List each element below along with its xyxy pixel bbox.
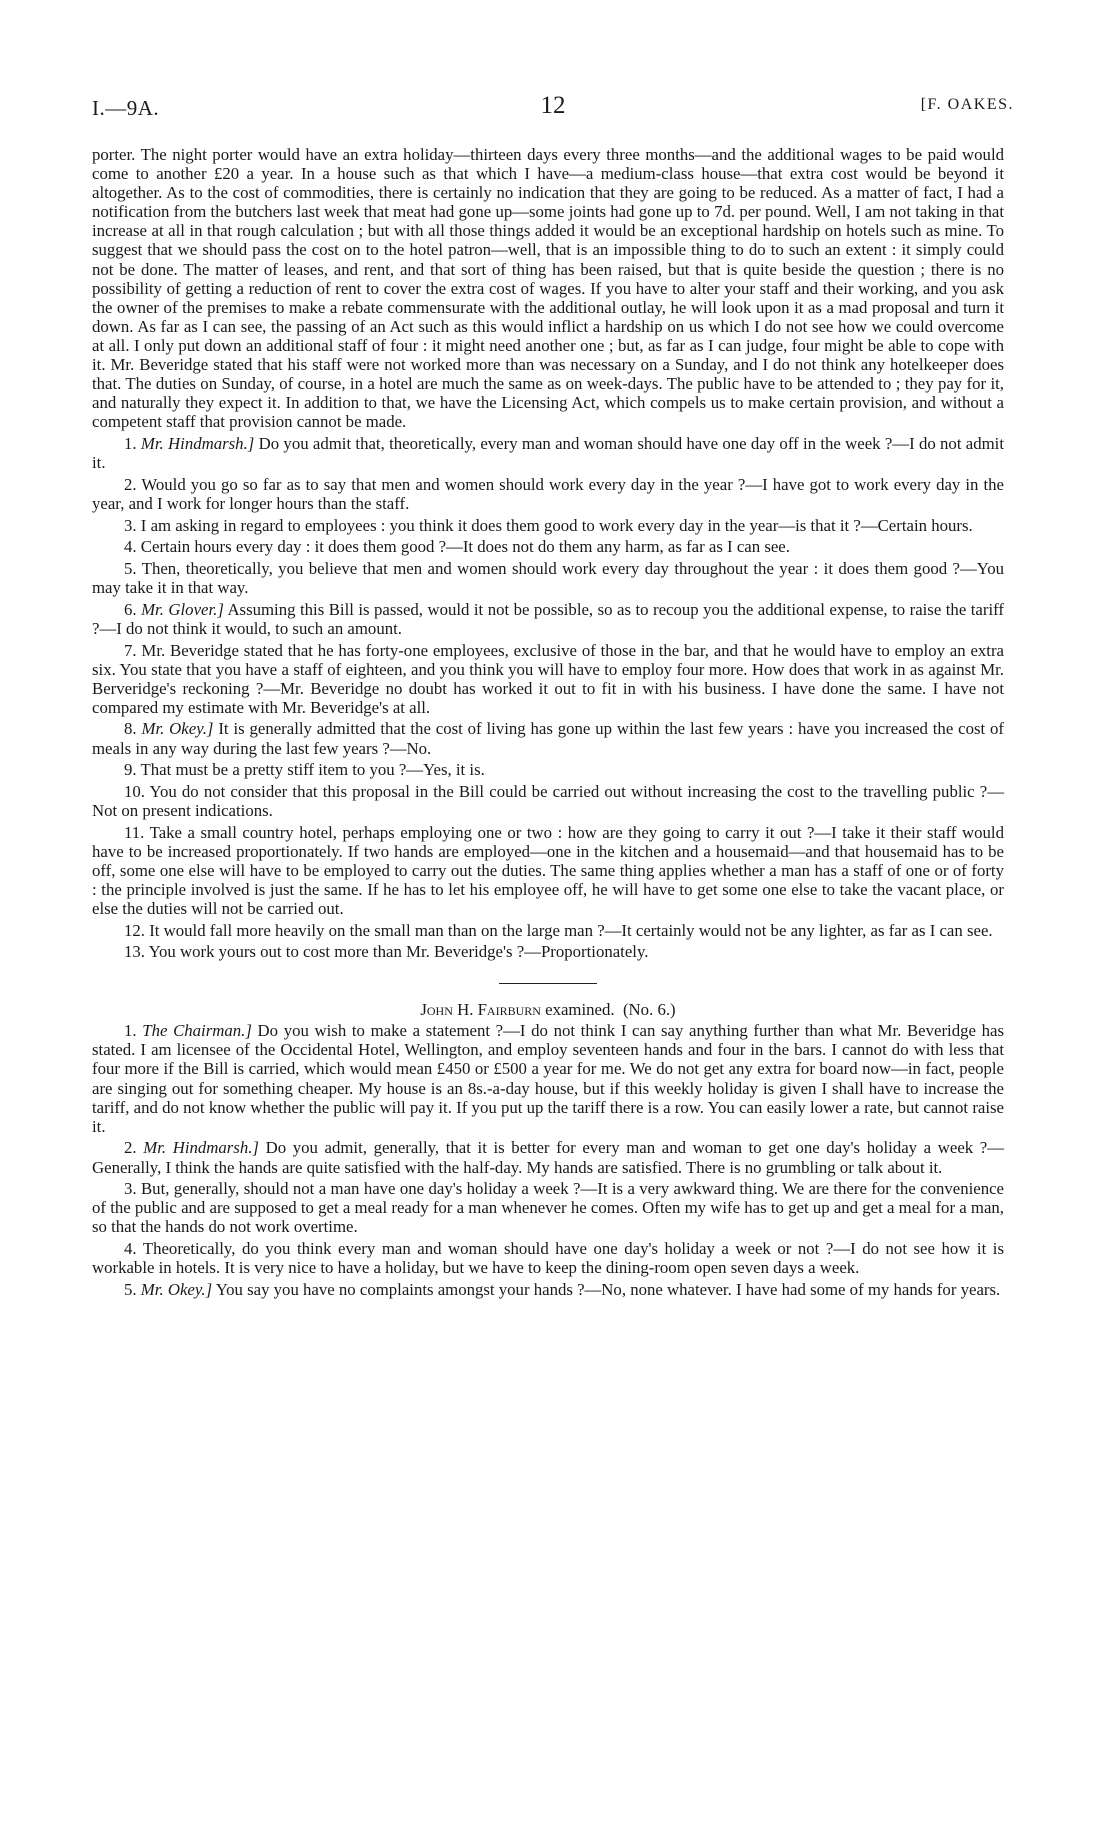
- fairburn-question-list: [92, 1021, 1004, 1299]
- question-paragraph: [92, 719, 1004, 757]
- question-number: 4.: [124, 537, 137, 557]
- question-answer-text: You work yours out to cost more than Mr. Beveridge's ?—Proportionately.: [148, 942, 649, 962]
- question-answer-text: Theoretically, do you think every man and woman should have one day's holiday a week or not ?—I do not see how it is workable in hotels. It is very nice to have a holiday, but we have to keep the dining-room open seven days a week.: [92, 1239, 1004, 1278]
- paper-reference: I.—9A.: [92, 96, 160, 120]
- question-answer-text: Would you go so far as to say that men and women should work every day in the year ?—I have got to work every day in the year, and I work for longer hours than the staff.: [92, 474, 1004, 513]
- page-body: [92, 145, 1004, 1299]
- question-number: 10.: [124, 781, 145, 801]
- question-answer-text: It would fall more heavily on the small man than on the large man ?—It certainly would not be any lighter, as far as I can see.: [149, 920, 993, 940]
- questioner-name: Mr. Okey.]: [140, 1279, 213, 1299]
- question-answer-text: Do you wish to make a statement ?—I do not think I can say anything further than what Mr. Beveridge has stated. I am licensee of the Occidental Hotel, Wellington, and employ seventeen hands and four in the bars. I cannot do with less that four more if the Bill is carried, which would mean £450 or £500 a year for me. We do not get any extra for board now—in fact, people are singing out for something cheaper. My house is an 8s.-a-day house, but if this weekly holiday is given I shall have to increase the tariff, and do not know whether the public will pay it. If you put up the tariff there is a row. You can easily lower a rate, but cannot raise it.: [92, 1021, 1004, 1136]
- question-answer-text: But, generally, should not a man have one day's holiday a week ?—It is a very awkward thing. We are there for the convenience of the public and are supposed to get a meal ready for a man whenever he comes. Often my wife has to get up and get a meal for a man, so that the hands do not work overtime.: [92, 1179, 1004, 1237]
- witness-number: (No. 6.): [622, 999, 676, 1019]
- question-number: 9.: [124, 760, 137, 780]
- page-number: 12: [540, 92, 566, 119]
- question-paragraph: [92, 475, 1004, 513]
- question-number: 2.: [124, 474, 137, 494]
- witness-running-head: [F. OAKES.: [920, 96, 1014, 113]
- question-answer-text: You do not consider that this proposal in the Bill could be carried out without increasing the cost to the travelling public ?—Not on present indications.: [92, 781, 1004, 821]
- question-answer-text: Do you admit that, theoretically, every man and woman should have one day off in the week ?—I do not admit it.: [92, 434, 1005, 473]
- witness-name: John H. Fairburn: [420, 999, 541, 1019]
- question-paragraph: [92, 921, 1004, 940]
- question-number: 4.: [124, 1239, 137, 1259]
- question-answer-text: You say you have no complaints amongst your hands ?—No, none whatever. I have had some of my hands for years.: [215, 1279, 1001, 1299]
- question-answer-text: Mr. Beveridge stated that he has forty-one employees, exclusive of those in the bar, and that he would have to employ an extra six. You state that you have a staff of eighteen, and you think you will have to employ four more. How does that work in as against Mr. Berveridge's reckoning ?—Mr. Beveridge no doubt has worked it out to fit in with his business. I have done the same. I have not compared my estimate with Mr. Beveridge's at all.: [92, 640, 1004, 717]
- question-paragraph: [92, 942, 1004, 961]
- question-number: 12.: [124, 920, 145, 940]
- question-paragraph: [92, 537, 1004, 556]
- question-answer-text: It is generally admitted that the cost of living has gone up within the last few years : have you increased the cost of meals in any way during the last few years ?—No.: [92, 719, 1005, 758]
- questioner-name: Mr. Okey.]: [141, 719, 214, 739]
- question-paragraph: [92, 760, 1004, 779]
- question-paragraph: [92, 1239, 1004, 1277]
- question-number: 3.: [124, 515, 137, 535]
- question-paragraph: [92, 1179, 1004, 1236]
- question-number: 7.: [124, 640, 137, 660]
- question-number: 13.: [124, 942, 145, 962]
- question-number: 11.: [124, 822, 145, 842]
- witness-examined: examined.: [545, 999, 615, 1019]
- question-answer-text: Then, theoretically, you believe that men and women should work every day throughout the year : it does them good ?—You may take it in that way.: [92, 558, 1004, 598]
- question-answer-text: Assuming this Bill is passed, would it not be possible, so as to recoup you the additional expense, to raise the tariff ?—I do not think it would, to such an amount.: [92, 599, 1004, 638]
- question-paragraph: [92, 1280, 1004, 1299]
- question-paragraph: [92, 600, 1004, 638]
- question-paragraph: [92, 1138, 1004, 1176]
- question-paragraph: [92, 823, 1004, 918]
- question-answer-text: That must be a pretty stiff item to you ?—Yes, it is.: [140, 760, 485, 780]
- question-paragraph: [92, 434, 1004, 472]
- question-number: 3.: [124, 1179, 137, 1199]
- questioner-name: Mr. Hindmarsh.]: [143, 1138, 259, 1158]
- question-paragraph: [92, 782, 1004, 820]
- question-paragraph: [92, 1021, 1004, 1136]
- question-paragraph: [92, 516, 1004, 535]
- questioner-name: The Chairman.]: [142, 1021, 252, 1041]
- section-divider: [499, 983, 597, 984]
- question-number: 1.: [124, 1021, 137, 1041]
- question-paragraph: [92, 559, 1004, 597]
- question-number: 8.: [124, 719, 137, 739]
- question-number: 1.: [124, 434, 137, 453]
- question-number: 6.: [124, 599, 137, 619]
- oakes-question-list: [92, 434, 1004, 962]
- question-number: 5.: [124, 1279, 137, 1299]
- witness-heading: [92, 1000, 1004, 1019]
- questioner-name: Mr. Hindmarsh.]: [140, 434, 255, 453]
- question-answer-text: Take a small country hotel, perhaps employing one or two : how are they going to carry it out ?—I take it their staff would have to be increased proportionately. If two hands are employed—one in the kitchen and a housemaid—and that housemaid has to be off, some one else will have to be employed to carry out the duties. The same thing applies whether a man has a staff of one or of forty : the principle involved is just the same. If he has to let his employee off, he will have to get some one else to take the vacant place, or else the duties will not be carried out.: [92, 822, 1004, 919]
- page-header: [92, 92, 1014, 126]
- question-number: 2.: [124, 1138, 137, 1158]
- question-answer-text: Certain hours every day : it does them good ?—It does not do them any harm, as far as I can see.: [140, 537, 790, 557]
- questioner-name: Mr. Glover.]: [141, 599, 224, 619]
- question-paragraph: [92, 641, 1004, 717]
- continuation-paragraph: porter. The night porter would have an extra holiday—thirteen days every three months—and the additional wages to be paid would come to another £20 a year. In a house such as that which I have—a medium-class house—that extra cost would be beyond it altogether. As to the cost of commodities, there is certainly no indication that they are going to be reduced. As a matter of fact, I had a notification from the butchers last week that meat had gone up—some joints had gone up to 7d. per pound. Well, I am not taking in that increase at all in that rough calculation ; but with all those things added it would be an exceptional hardship on hotels such as mine. To suggest that we should pass the cost on to the hotel patron—well, that is an impossible thing to do to such an extent : it simply could not be done. The matter of leases, and rent, and that sort of thing has been raised, but that is quite beside the question ; there is no possibility of getting a reduction of rent to cover the extra cost of wages. If you have to alter your staff and their working, and you ask the owner of the premises to make a rebate commensurate with the additional outlay, he will look upon it as a mad proposal and turn it down. As far as I can see, the passing of an Act such as this would inflict a hardship on us which I do not see how we could overcome at all. I only put down an additional staff of four : it might need another one ; but, as far as I can judge, four might be able to cope with it. Mr. Beveridge stated that his staff were not worked more than was necessary on a Sunday, and I do not think any hotelkeeper does that. The duties on Sunday, of course, in a hotel are much the same as on week-days. The public have to be attended to ; they pay for it, and naturally they expect it. In addition to that, we have the Licensing Act, which compels us to make certain provision, and without a competent staff that provision cannot be made.: [92, 145, 1004, 432]
- question-answer-text: I am asking in regard to employees : you think it does them good to work every day in the year—is that it ?—Certain hours.: [140, 515, 973, 535]
- question-answer-text: Do you admit, generally, that it is better for every man and woman to get one day's holiday a week ?—Generally, I think the hands are quite satisfied with the half-day. My hands are satisfied. There is no grumbling or talk about it.: [92, 1138, 1005, 1177]
- question-number: 5.: [124, 558, 137, 578]
